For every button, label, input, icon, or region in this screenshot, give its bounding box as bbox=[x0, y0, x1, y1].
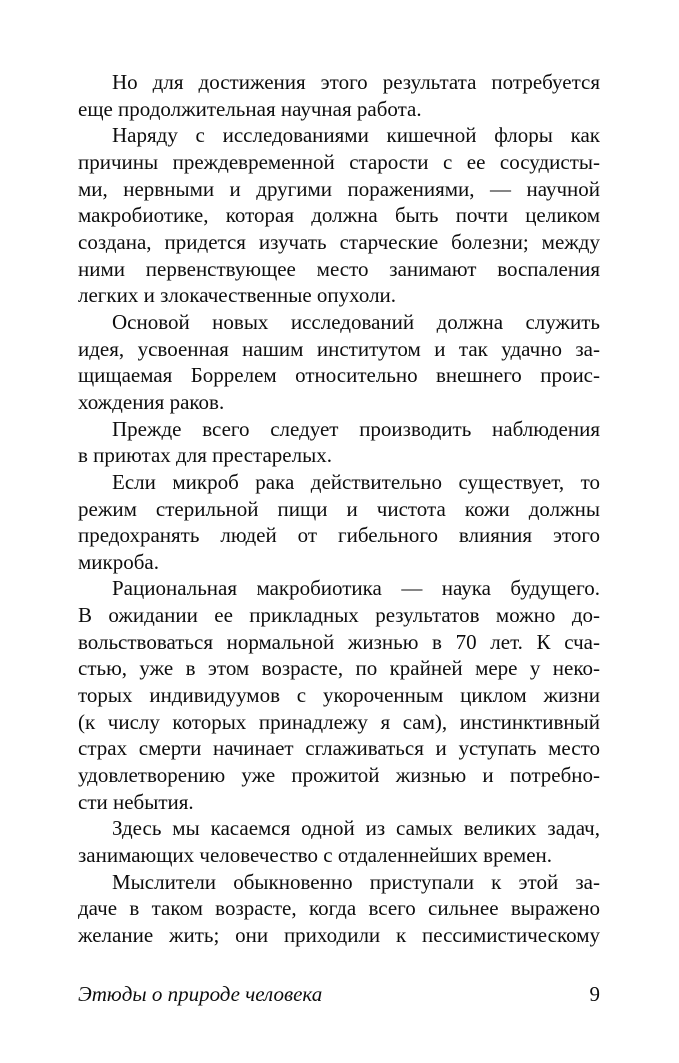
text-line: В ожидании ее прикладных результатов можно до- bbox=[78, 603, 600, 628]
paragraph bbox=[78, 869, 600, 949]
page-text bbox=[78, 69, 600, 949]
text-line: Если микроб рака действительно существует, то bbox=[112, 469, 600, 494]
paragraph bbox=[78, 309, 600, 416]
paragraph bbox=[78, 122, 600, 309]
text-line: даче в таком возрасте, когда всего сильнее выражено bbox=[78, 896, 600, 921]
text-line: Здесь мы касаемся одной из самых великих задач, bbox=[112, 816, 600, 841]
text-line: микроба. bbox=[78, 549, 159, 574]
text-line: идея, усвоенная нашим институтом и так удачно за- bbox=[78, 336, 600, 361]
text-line: (к числу которых принадлежу я сам), инстинктивный bbox=[78, 709, 600, 734]
text-line: хождения раков. bbox=[78, 389, 225, 414]
text-line: стью, уже в этом возрасте, по крайней мере у неко- bbox=[78, 656, 600, 681]
text-line: предохранять людей от гибельного влияния этого bbox=[78, 523, 600, 548]
text-line: еще продолжительная научная работа. bbox=[78, 96, 422, 121]
text-line: страх смерти начинает сглаживаться и уступать место bbox=[78, 736, 600, 761]
text-line: занимающих человечество с отдаленнейших времен. bbox=[78, 843, 552, 868]
page-number: 9 bbox=[589, 982, 600, 1006]
text-line: макробиотике, которая должна быть почти целиком bbox=[78, 203, 600, 228]
text-line: причины преждевременной старости с ее сосудисты- bbox=[78, 149, 600, 174]
text-line: Но для достижения этого результата потребуется bbox=[112, 70, 600, 94]
text-line: вольствоваться нормальной жизнью в 70 лет. К сча- bbox=[78, 629, 600, 654]
text-line: ними первенствующее место занимают воспаления bbox=[78, 256, 600, 281]
text-line: Основой новых исследований должна служить bbox=[112, 309, 600, 334]
paragraph bbox=[78, 575, 600, 815]
paragraph bbox=[78, 69, 600, 122]
text-line: щищаемая Боррелем относительно внешнего проис- bbox=[78, 363, 600, 388]
paragraph bbox=[78, 815, 600, 868]
text-line: Наряду с исследованиями кишечной флоры как bbox=[112, 123, 600, 148]
text-line: удовлетворению уже прожитой жизнью и потребно- bbox=[78, 763, 600, 788]
paragraph bbox=[78, 416, 600, 469]
text-line: Мыслители обыкновенно приступали к этой за- bbox=[112, 869, 600, 894]
text-line: в приютах для престарелых. bbox=[78, 443, 332, 468]
text-line: торых индивидуумов с укороченным циклом жизни bbox=[78, 683, 600, 708]
text-line: Прежде всего следует производить наблюдения bbox=[112, 416, 600, 441]
paragraph bbox=[78, 469, 600, 576]
text-line: режим стерильной пищи и чистота кожи должны bbox=[78, 496, 600, 521]
page-footer bbox=[78, 981, 600, 1007]
text-line: желание жить; они приходили к пессимистическому bbox=[78, 923, 600, 947]
text-line: создана, придется изучать старческие болезни; между bbox=[78, 229, 600, 254]
running-title: Этюды о природе человека bbox=[78, 982, 323, 1006]
text-line: сти небытия. bbox=[78, 789, 194, 814]
text-line: Рациональная макробиотика — наука будущего. bbox=[112, 576, 600, 601]
text-line: ми, нервными и другими поражениями, — научной bbox=[78, 176, 600, 201]
text-line: легких и злокачественные опухоли. bbox=[78, 283, 397, 308]
